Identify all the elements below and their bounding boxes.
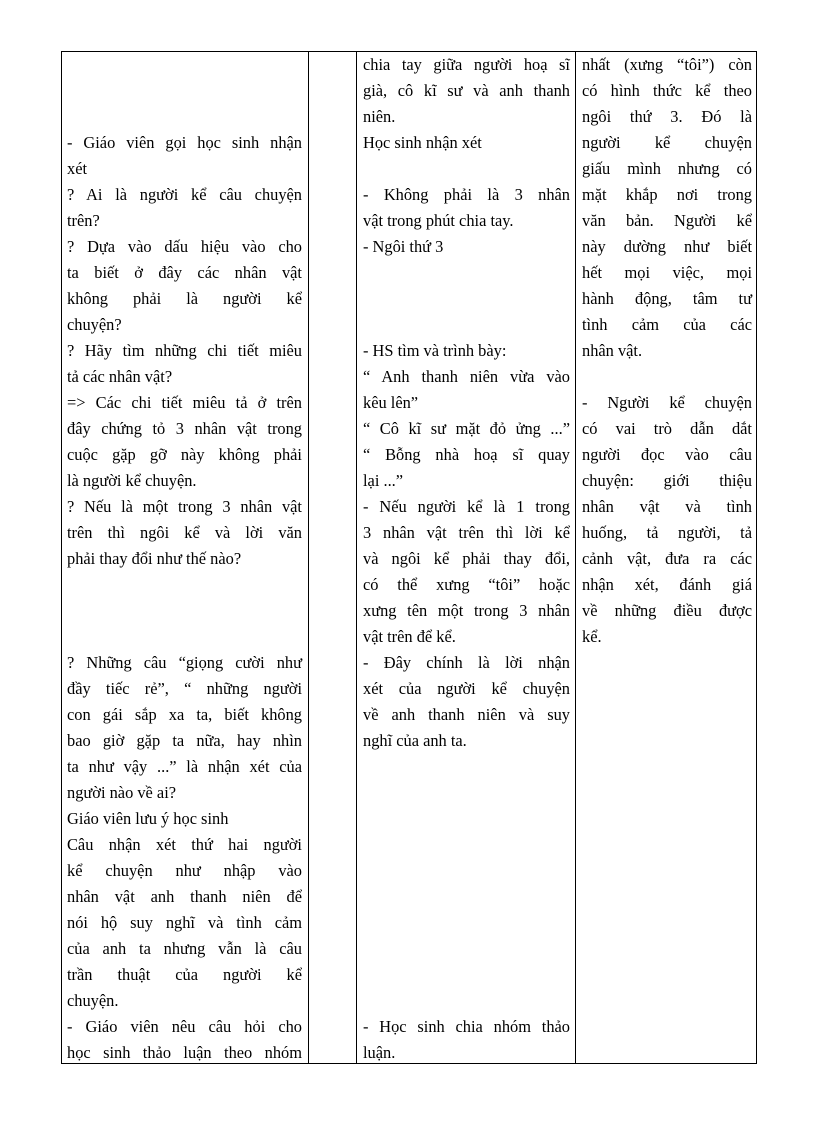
student-line: già, cô kĩ sư và anh thanh <box>363 81 570 100</box>
student-line: và ngôi kể phải thay đổi, <box>363 549 570 568</box>
narrow-empty-column <box>309 52 357 1063</box>
teacher-line: nhân vật anh thanh niên để <box>67 887 302 906</box>
content-line: mặt khắp nơi trong <box>582 185 752 204</box>
teacher-line: trần thuật của người kể <box>67 965 302 984</box>
student-line: chia tay giữa người hoạ sĩ <box>363 55 570 74</box>
teacher-line: người nào về ai? <box>67 783 177 802</box>
teacher-line: xét <box>67 159 88 178</box>
student-line: - Ngôi thứ 3 <box>363 237 444 256</box>
student-line: vật trong phút chia tay. <box>363 211 514 230</box>
student-line: lại ...” <box>363 471 404 490</box>
student-line: 3 nhân vật trên thì lời kể <box>363 523 570 542</box>
content-line: hết mọi việc, mọi <box>582 263 752 282</box>
student-line: - Nếu người kể là 1 trong <box>363 497 570 516</box>
content-line: người kể chuyện <box>582 133 752 152</box>
student-line: có thể xưng “tôi” hoặc <box>363 575 570 594</box>
content-line: chuyện: giới thiệu <box>582 471 752 490</box>
student-line: niên. <box>363 107 396 126</box>
content-line: này dường như biết <box>582 237 752 256</box>
student-line: “ Bỗng nhà hoạ sĩ quay <box>363 445 570 464</box>
content-column <box>576 52 756 1063</box>
content-line: về những điều được <box>582 601 752 620</box>
content-line: nhất (xưng “tôi”) còn <box>582 55 752 74</box>
teacher-line: ta biết ở đây các nhân vật <box>67 263 302 282</box>
teacher-line: con gái sắp xa ta, biết không <box>67 705 302 724</box>
teacher-line: - Giáo viên gọi học sinh nhận <box>67 133 302 152</box>
student-line: kêu lên” <box>363 393 419 412</box>
content-line: nhân vật và tình <box>582 497 752 516</box>
teacher-line: nói hộ suy nghĩ và tình cảm <box>67 913 302 932</box>
content-line: giấu mình nhưng có <box>582 159 752 178</box>
teacher-line: ? Nếu là một trong 3 nhân vật <box>67 497 302 516</box>
teacher-line: không phải là người kể <box>67 289 302 308</box>
teacher-line: ? Hãy tìm những chi tiết miêu <box>67 341 302 360</box>
lesson-table <box>61 51 757 1064</box>
teacher-line: đầy tiếc rẻ”, “ những người <box>67 679 302 698</box>
student-line: về anh thanh niên và suy <box>363 705 570 724</box>
teacher-line: của anh ta nhưng vẫn là câu <box>67 939 302 958</box>
teacher-line: ? Ai là người kể câu chuyện <box>67 185 302 204</box>
teacher-line: bao giờ gặp ta nữa, hay nhìn <box>67 731 302 750</box>
content-line: hành động, tâm tư <box>582 289 752 308</box>
teacher-line: ? Dựa vào dấu hiệu vào cho <box>67 237 302 256</box>
content-line: có hình thức kể theo <box>582 81 752 100</box>
content-line: có vai trò dẫn dắt <box>582 419 752 438</box>
content-line: văn bản. Người kể <box>582 211 752 230</box>
student-line: - HS tìm và trình bày: <box>363 341 507 360</box>
teacher-line: là người kể chuyện. <box>67 471 197 490</box>
content-line: kể. <box>582 627 602 646</box>
student-line: “ Cô kĩ sư mặt đỏ ửng ...” <box>363 419 570 438</box>
student-line: - Học sinh chia nhóm thảo <box>363 1017 570 1036</box>
teacher-line: tả các nhân vật? <box>67 367 173 386</box>
teacher-line: trên? <box>67 211 100 230</box>
content-line: huống, tả người, tả <box>582 523 752 542</box>
teacher-line: kể chuyện như nhập vào <box>67 861 302 880</box>
student-line: nghĩ của anh ta. <box>363 731 467 750</box>
teacher-line: => Các chi tiết miêu tả ở trên <box>67 393 302 412</box>
teacher-line: - Giáo viên nêu câu hỏi cho <box>67 1017 302 1036</box>
teacher-line: Câu nhận xét thứ hai người <box>67 835 302 854</box>
teacher-line: học sinh thảo luận theo nhóm <box>67 1043 302 1062</box>
content-line: nhận xét, đánh giá <box>582 575 752 594</box>
content-line: ngôi thứ 3. Đó là <box>582 107 752 126</box>
teacher-line: đây chứng tỏ 3 nhân vật trong <box>67 419 302 438</box>
teacher-line: chuyện? <box>67 315 122 334</box>
teacher-line: chuyện. <box>67 991 119 1010</box>
student-line: luận. <box>363 1043 396 1062</box>
student-line: “ Anh thanh niên vừa vào <box>363 367 570 386</box>
content-line: cảnh vật, đưa ra các <box>582 549 752 568</box>
student-activity-column <box>357 52 576 1063</box>
teacher-line: cuộc gặp gỡ này không phải <box>67 445 302 464</box>
teacher-line: ta như vậy ...” là nhận xét của <box>67 757 302 776</box>
student-line: xét của người kể chuyện <box>363 679 570 698</box>
student-line: - Không phải là 3 nhân <box>363 185 570 204</box>
content-line: người đọc vào câu <box>582 445 752 464</box>
teacher-line: phải thay đổi như thế nào? <box>67 549 242 568</box>
teacher-activity-column <box>62 52 309 1063</box>
teacher-line: trên thì ngôi kể và lời văn <box>67 523 302 542</box>
student-line: Học sinh nhận xét <box>363 133 482 152</box>
student-line: xưng tên một trong 3 nhân <box>363 601 570 620</box>
student-line: vật trên để kể. <box>363 627 456 646</box>
content-line: - Người kể chuyện <box>582 393 752 412</box>
teacher-line: Giáo viên lưu ý học sinh <box>67 809 229 828</box>
student-line: - Đây chính là lời nhận <box>363 653 570 672</box>
content-line: nhân vật. <box>582 341 643 360</box>
teacher-line: ? Những câu “giọng cười như <box>67 653 302 672</box>
content-line: tình cảm của các <box>582 315 752 334</box>
